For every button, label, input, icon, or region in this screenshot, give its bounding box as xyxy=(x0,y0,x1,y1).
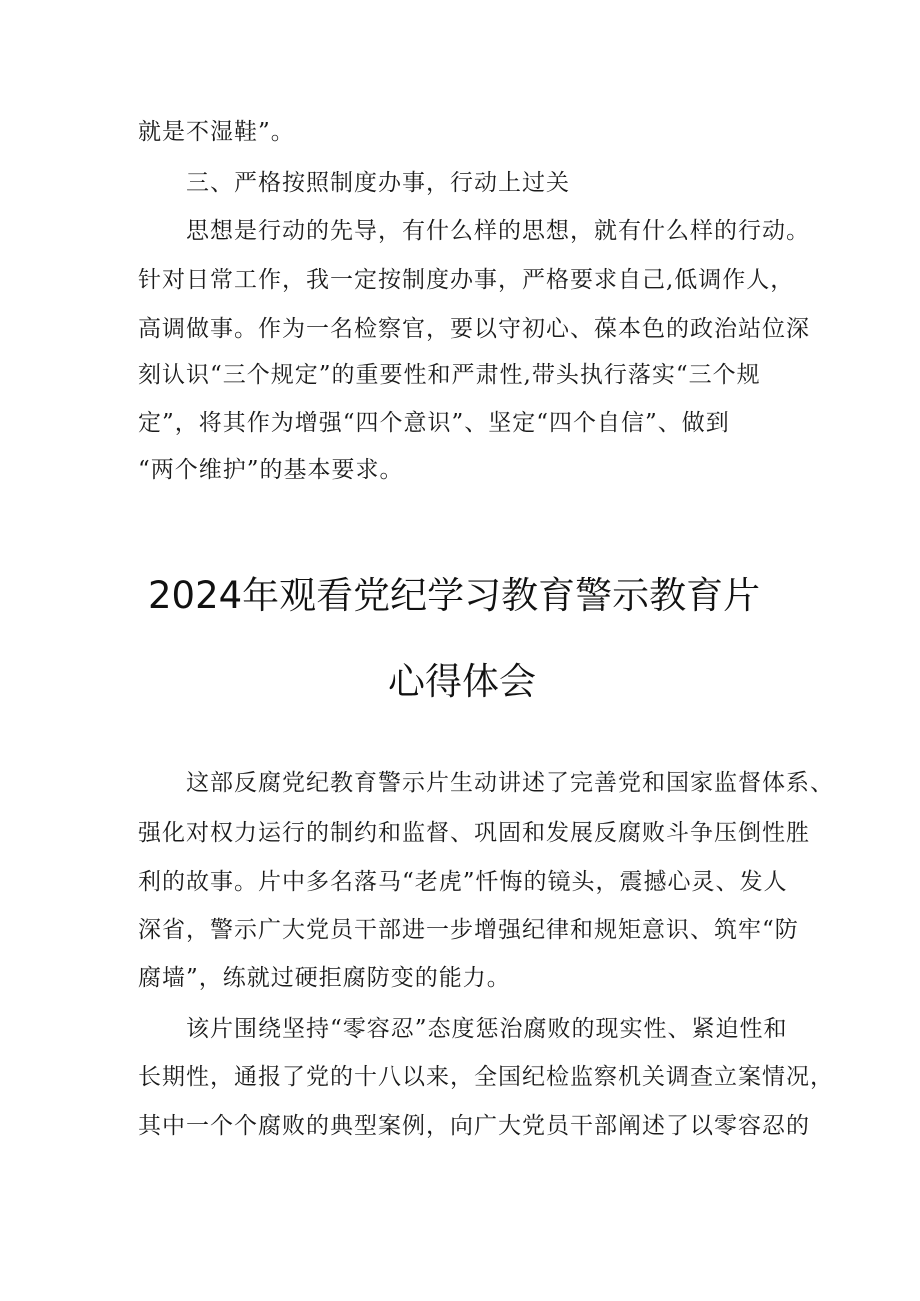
paragraph-line: 腐墙”，练就过硬拒腐防变的能力。 xyxy=(138,965,511,991)
article-title-line-1: 2024年观看党纪学习教育警示教育片 xyxy=(148,574,761,617)
section-heading: 三、严格按照制度办事，行动上过关 xyxy=(186,170,570,196)
paragraph-line: 定”，将其作为增强“四个意识”、坚定“四个自信”、做到 xyxy=(138,410,730,436)
paragraph-line: 深省，警示广大党员干部进一步增强纪律和规矩意识、筑牢“防 xyxy=(138,917,799,943)
paragraph-line: 针对日常工作，我一定按制度办事，严格要求自己,低调作人， xyxy=(138,267,795,293)
paragraph-line: 其中一个个腐败的典型案例，向广大党员干部阐述了以零容忍的 xyxy=(138,1113,810,1139)
paragraph-line: “两个维护”的基本要求。 xyxy=(138,457,404,483)
article-title-line-2: 心得体会 xyxy=(388,660,536,703)
paragraph-line: 强化对权力运行的制约和监督、巩固和发展反腐败斗争压倒性胜 xyxy=(138,820,810,846)
paragraph-line: 思想是行动的先导，有什么样的思想，就有什么样的行动。 xyxy=(186,218,810,244)
paragraph-line: 刻认识“三个规定”的重要性和严肃性,带头执行落实“三个规 xyxy=(138,362,761,388)
paragraph-line: 该片围绕坚持“零容忍”态度惩治腐败的现实性、紧迫性和 xyxy=(186,1016,788,1042)
paragraph-line: 就是不湿鞋”。 xyxy=(138,119,295,145)
paragraph-line: 高调做事。作为一名检察官，要以守初心、葆本色的政治站位深 xyxy=(138,316,810,342)
paragraph-line: 长期性，通报了党的十八以来，全国纪检监察机关调查立案情况， xyxy=(138,1064,834,1090)
paragraph-line: 这部反腐党纪教育警示片生动讲述了完善党和国家监督体系、 xyxy=(186,770,834,796)
paragraph-line: 利的故事。片中多名落马“老虎”忏悔的镜头，震撼心灵、发人 xyxy=(138,869,788,895)
